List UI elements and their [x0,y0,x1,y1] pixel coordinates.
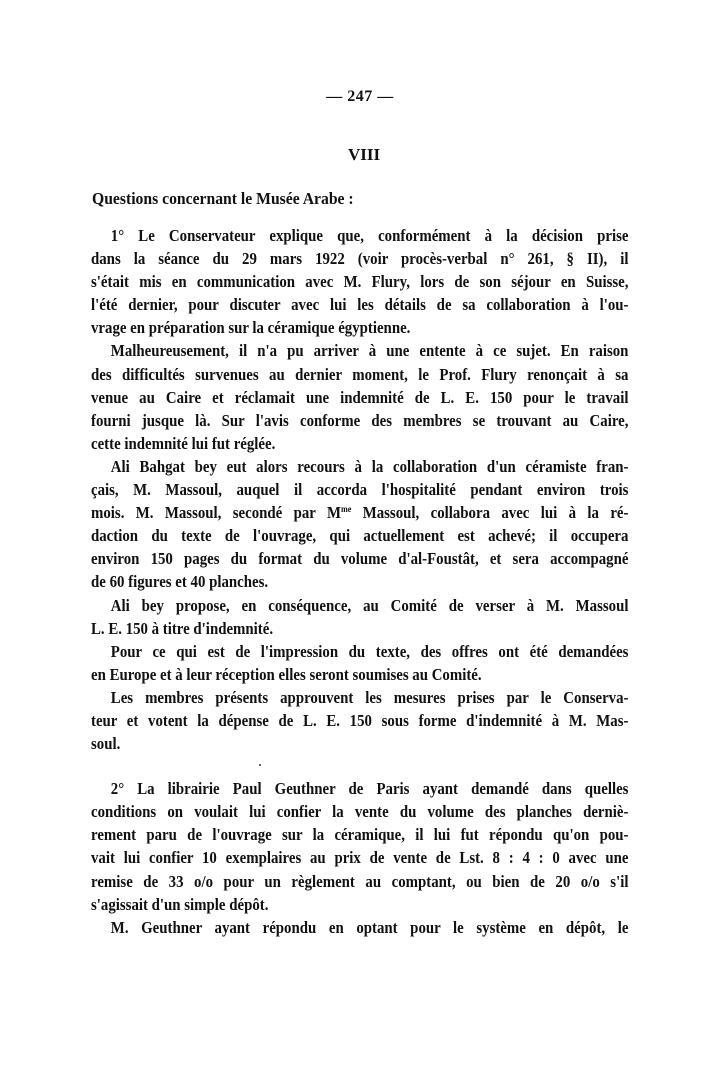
text-line: vrage en préparation sur la céramique égyptienne. [91,318,411,338]
text-line: conditions on voulait lui confier la vente du volume des planches derniè- [91,802,629,822]
text-line: en Europe et à leur réception elles seront soumises au Comité. [91,664,482,684]
text-line: 2° La librairie Paul Geuthner de Paris ayant demandé dans quelles [110,779,629,799]
paragraph-gap [91,755,629,777]
text-fragment: mois. M. Massoul, secondé par M [91,503,342,523]
text-line: s'était mis en communication avec M. Flury, lors de son séjour en Suisse, [91,272,629,292]
text-line: L. E. 150 à titre d'indemnité. [91,618,274,638]
paragraph-2 [91,339,629,454]
text-line: Malheureusement, il n'a pu arriver à une entente à ce sujet. En raison [110,341,629,361]
text-line: çais, M. Massoul, auquel il accorda l'hospitalité pendant environ trois [91,480,629,500]
text-line: Pour ce qui est de l'impression du texte, des offres ont été demandées [110,641,629,661]
paragraph-5 [91,640,629,686]
text-line: rement paru de l'ouvrage sur la céramique, il lui fut répondu qu'on pou- [91,825,629,845]
text-line: venue au Caire et réclamait une indemnité de L. E. 150 pour le travail [91,387,629,407]
superscript: me [341,504,352,515]
text-line: l'été dernier, pour discuter avec lui les détails de sa collaboration à l'ou- [91,295,629,315]
text-line: s'agissait d'un simple dépôt. [91,894,269,914]
text-line: daction du texte de l'ouvrage, qui actuellement est achevé; il occupera [91,526,629,546]
text-line: soul. [91,734,121,754]
text-line: 1° Le Conservateur explique que, conformément à la décision prise [110,226,629,245]
text-fragment: Massoul, collabora avec lui à la ré- [351,503,629,523]
text-line: de 60 figures et 40 planches. [91,572,269,592]
text-line: environ 150 pages du format du volume d'al-Foustât, et sera accompagné [91,549,629,569]
text-line: vait lui confier 10 exemplaires au prix de vente de Lst. 8 : 4 : 0 avec une [91,848,629,868]
text-line: remise de 33 o/o pour un règlement au comptant, ou bien de 20 o/o s'il [91,871,629,891]
paragraph-7 [91,777,629,916]
paragraph-4 [91,594,629,640]
body-text [91,224,629,939]
paragraph-3 [91,455,629,594]
text-line: M. Geuthner ayant répondu en optant pour le système en dépôt, le [110,917,629,937]
paragraph-6 [91,686,629,755]
print-speck [259,764,261,766]
page-number: — 247 — [326,88,394,105]
paragraph-8 [91,916,629,939]
text-line: Les membres présents approuvent les mesures prises par le Conserva- [110,687,629,707]
section-heading: Questions concernant le Musée Arabe : [92,189,354,208]
text-line: des difficultés survenues au dernier moment, le Prof. Flury renonçait à sa [91,364,629,384]
text-line: Ali bey propose, en conséquence, au Comité de verser à M. Massoul [110,595,629,615]
text-line [91,501,628,524]
text-line: fourni jusque là. Sur l'avis conforme des membres se trouvant au Caire, [91,410,629,430]
text-line: Ali Bahgat bey eut alors recours à la collaboration d'un céramiste fran- [110,456,629,476]
paragraph-1 [91,224,629,339]
text-line: teur et votent la dépense de L. E. 150 sous forme d'indemnité à M. Mas- [91,710,629,730]
text-line: dans la séance du 29 mars 1922 (voir procès-verbal n° 261, § II), il [91,249,629,269]
text-line: cette indemnité lui fut réglée. [91,433,276,453]
section-title: VIII [347,145,381,164]
